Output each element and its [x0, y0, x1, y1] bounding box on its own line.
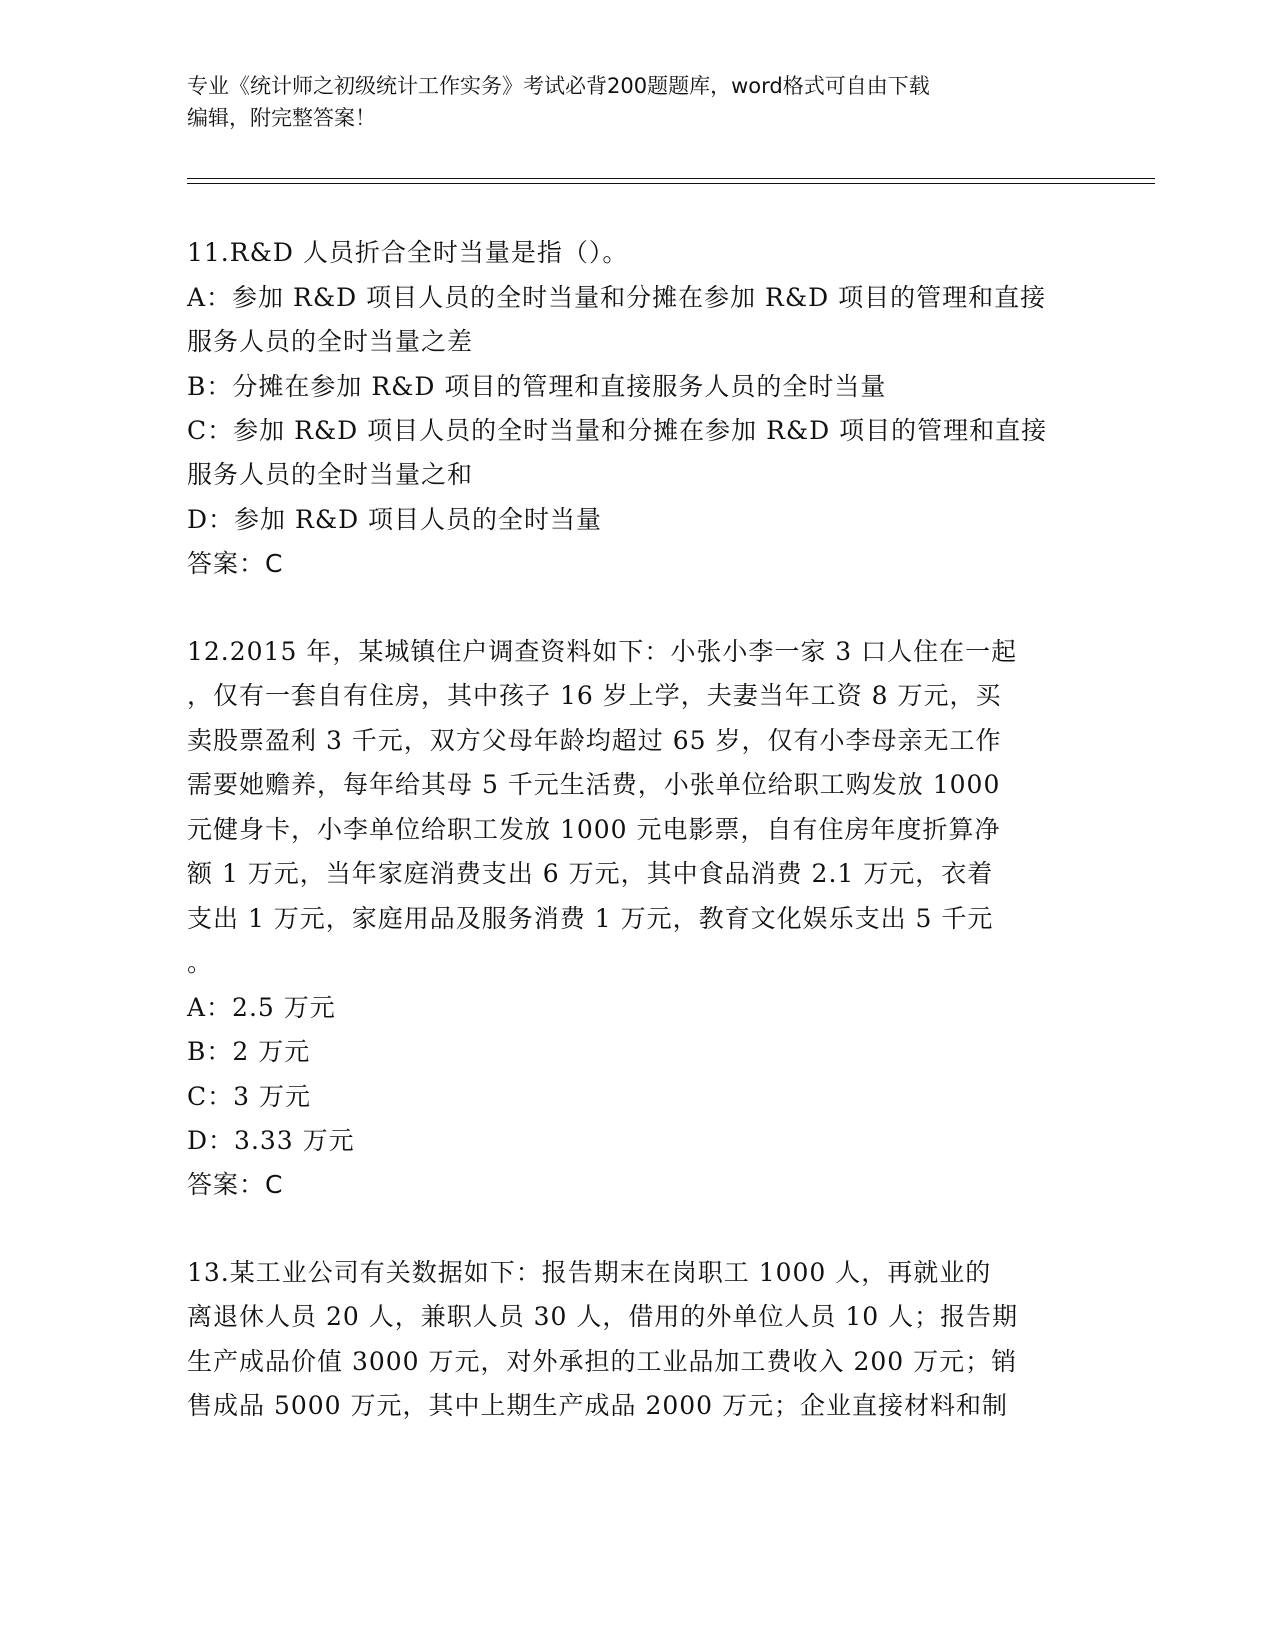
question-12-stem-line: 卖股票盈利 3 千元，双方父母年龄均超过 65 岁，仅有小李母亲无工作 [187, 726, 1002, 755]
question-12-stem-line: 额 1 万元，当年家庭消费支出 6 万元，其中食品消费 2.1 万元，衣着 [187, 859, 994, 888]
question-13-stem-line: 离退休人员 20 人，兼职人员 30 人，借用的外单位人员 10 人；报告期 [187, 1302, 1019, 1331]
question-12-option-a: A：2.5 万元 [187, 993, 336, 1022]
header-rule-bottom [187, 183, 1155, 184]
header-line-2: 编辑，附完整答案！ [187, 106, 376, 130]
question-12-option-b: B：2 万元 [187, 1037, 311, 1066]
question-12-stem-line: ，仅有一套自有住房，其中孩子 16 岁上学，夫妻当年工资 8 万元，买 [187, 681, 1002, 710]
header-line-1: 专业《统计师之初级统计工作实务》考试必背200题题库，word格式可自由下载 [187, 74, 930, 98]
question-13-stem-line: 售成品 5000 万元，其中上期生产成品 2000 万元；企业直接材料和制 [187, 1391, 1009, 1420]
question-12-stem-line: 支出 1 万元，家庭用品及服务消费 1 万元，教育文化娱乐支出 5 千元 [187, 904, 994, 933]
question-12-answer: 答案：C [187, 1170, 284, 1199]
question-11-option-a: A：参加 R&D 项目人员的全时当量和分摊在参加 R&D 项目的管理和直接 [187, 283, 1047, 312]
question-11-stem: 11.R&D 人员折合全时当量是指（）。 [187, 238, 629, 267]
header-rule-top [187, 178, 1155, 179]
question-11-answer: 答案：C [187, 549, 284, 578]
question-11-option-d: D：参加 R&D 项目人员的全时当量 [187, 505, 603, 534]
question-11-option-c-cont: 服务人员的全时当量之和 [187, 460, 474, 489]
question-11-option-c: C：参加 R&D 项目人员的全时当量和分摊在参加 R&D 项目的管理和直接 [187, 416, 1048, 445]
question-12-option-c: C：3 万元 [187, 1082, 311, 1111]
page-header [187, 70, 1087, 134]
question-12-stem-line: 。 [187, 948, 214, 977]
question-12-stem-line: 元健身卡，小李单位给职工发放 1000 元电影票，自有住房年度折算净 [187, 815, 1001, 844]
question-11-option-b: B：分摊在参加 R&D 项目的管理和直接服务人员的全时当量 [187, 372, 887, 401]
question-12-option-d: D：3.33 万元 [187, 1126, 355, 1155]
question-12-stem-line: 需要她赡养，每年给其母 5 千元生活费，小张单位给职工购发放 1000 [187, 770, 1001, 799]
question-12-stem-line: 12.2015 年，某城镇住户调查资料如下：小张小李一家 3 口人住在一起 [187, 637, 1018, 666]
question-13-stem-line: 13.某工业公司有关数据如下：报告期末在岗职工 1000 人，再就业的 [187, 1258, 992, 1287]
question-13-stem-line: 生产成品价值 3000 万元，对外承担的工业品加工费收入 200 万元；销 [187, 1347, 1018, 1376]
question-11-option-a-cont: 服务人员的全时当量之差 [187, 327, 474, 356]
